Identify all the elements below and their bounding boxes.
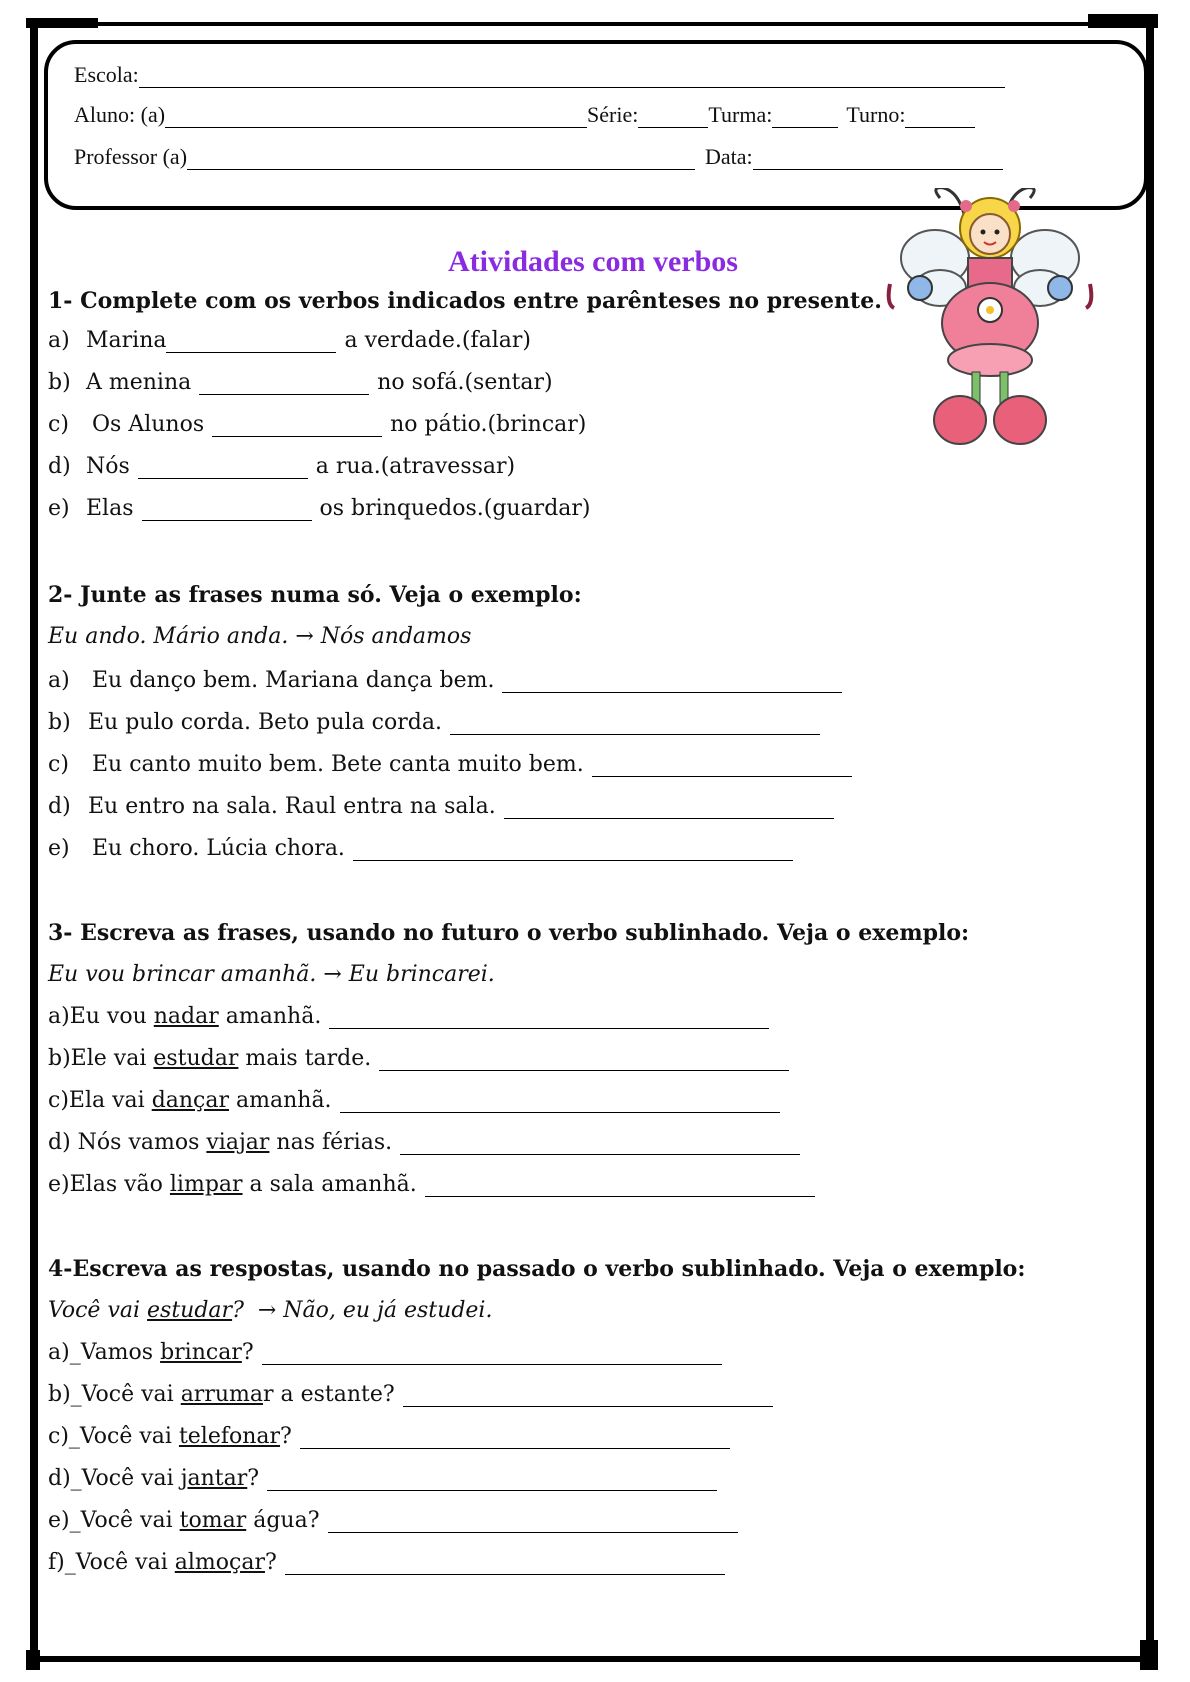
professor-row — [74, 144, 1003, 170]
frame-corner — [1088, 14, 1158, 28]
q3-item: a)Eu vou nadar amanhã. — [48, 1004, 769, 1029]
q2-item: b) Eu pulo corda. Beto pula corda. — [48, 710, 820, 735]
aluno-label: Aluno: (a) — [74, 102, 166, 127]
q4-example: Você vai estudar ? → Não, eu já estudei. — [48, 1298, 493, 1323]
q3-heading: 3- Escreva as frases, usando no futuro o verbo sublinhado. Veja o exemplo: — [48, 920, 970, 946]
q4-item: d)_Você vai jantar ? — [48, 1466, 717, 1491]
q2-item: e) Eu choro. Lúcia chora. — [48, 836, 793, 861]
answer-blank[interactable] — [199, 376, 369, 395]
q1-item: e) Elas os brinquedos.(guardar) — [48, 496, 591, 521]
answer-blank[interactable] — [450, 716, 820, 735]
turma-field[interactable] — [772, 107, 838, 128]
q1-item: d) Nós a rua.(atravessar) — [48, 454, 516, 479]
turno-label: Turno: — [846, 102, 906, 127]
answer-blank[interactable] — [379, 1052, 789, 1071]
answer-blank[interactable] — [267, 1472, 717, 1491]
frame-corner — [26, 18, 98, 28]
q2-item: c) Eu canto muito bem. Bete canta muito bem. — [48, 752, 852, 777]
serie-label: Série: — [587, 102, 639, 127]
answer-blank[interactable] — [328, 1514, 738, 1533]
q3-item: c)Ela vai dançar amanhã. — [48, 1088, 780, 1113]
answer-blank[interactable] — [212, 418, 382, 437]
answer-blank[interactable] — [403, 1388, 773, 1407]
fairy-doll-illustration — [880, 188, 1100, 468]
answer-blank[interactable] — [262, 1346, 722, 1365]
page-title: Atividades com verbos — [448, 245, 738, 278]
q2-heading: 2- Junte as frases numa só. Veja o exemplo: — [48, 582, 582, 608]
escola-label: Escola: — [74, 62, 139, 87]
q4-heading: 4-Escreva as respostas, usando no passado o verbo sublinhado. Veja o exemplo: — [48, 1256, 1026, 1282]
q1-item: a) Marina a verdade.(falar) — [48, 328, 531, 353]
q2-example: Eu ando. Mário anda. → Nós andamos — [48, 624, 472, 649]
answer-blank[interactable] — [329, 1010, 769, 1029]
answer-blank[interactable] — [300, 1430, 730, 1449]
data-label: Data: — [705, 144, 753, 169]
frame-corner — [26, 1650, 40, 1670]
aluno-field[interactable] — [165, 107, 587, 128]
page-frame-top — [30, 22, 1154, 26]
answer-blank[interactable] — [340, 1094, 780, 1113]
professor-field[interactable] — [187, 149, 695, 170]
q1-heading: 1- Complete com os verbos indicados entre parênteses no presente. — [48, 288, 882, 314]
page-frame-bottom — [30, 1656, 1154, 1662]
turno-field[interactable] — [905, 107, 975, 128]
serie-field[interactable] — [638, 107, 708, 128]
q4-item: c)_Você vai telefonar ? — [48, 1424, 730, 1449]
answer-blank[interactable] — [425, 1178, 815, 1197]
aluno-row — [74, 102, 975, 128]
q3-example: Eu vou brincar amanhã. → Eu brincarei. — [48, 962, 495, 987]
answer-blank[interactable] — [504, 800, 834, 819]
q4-item: e)_Você vai tomar água? — [48, 1508, 738, 1533]
answer-blank[interactable] — [353, 842, 793, 861]
answer-blank[interactable] — [166, 334, 336, 353]
data-field[interactable] — [753, 149, 1003, 170]
answer-blank[interactable] — [400, 1136, 800, 1155]
student-info-box — [44, 40, 1148, 210]
answer-blank[interactable] — [142, 502, 312, 521]
q2-item: d) Eu entro na sala. Raul entra na sala. — [48, 794, 834, 819]
answer-blank[interactable] — [138, 460, 308, 479]
turma-label: Turma: — [708, 102, 773, 127]
q1-item: b) A menina no sofá.(sentar) — [48, 370, 553, 395]
q4-item: a)_Vamos brincar ? — [48, 1340, 722, 1365]
q3-item: b)Ele vai estudar mais tarde. — [48, 1046, 789, 1071]
q4-item: b)_Você vai arruma r a estante? — [48, 1382, 773, 1407]
q3-item: d) Nós vamos viajar nas férias. — [48, 1130, 800, 1155]
answer-blank[interactable] — [285, 1556, 725, 1575]
frame-corner — [1140, 1640, 1158, 1670]
professor-label: Professor (a) — [74, 144, 188, 169]
answer-blank[interactable] — [592, 758, 852, 777]
escola-row — [74, 62, 1005, 88]
q3-item: e)Elas vão limpar a sala amanhã. — [48, 1172, 815, 1197]
q2-item: a) Eu danço bem. Mariana dança bem. — [48, 668, 842, 693]
q4-item: f)_Você vai almoçar ? — [48, 1550, 725, 1575]
answer-blank[interactable] — [502, 674, 842, 693]
escola-field[interactable] — [139, 67, 1005, 88]
q1-item: c) Os Alunos no pátio.(brincar) — [48, 412, 587, 437]
